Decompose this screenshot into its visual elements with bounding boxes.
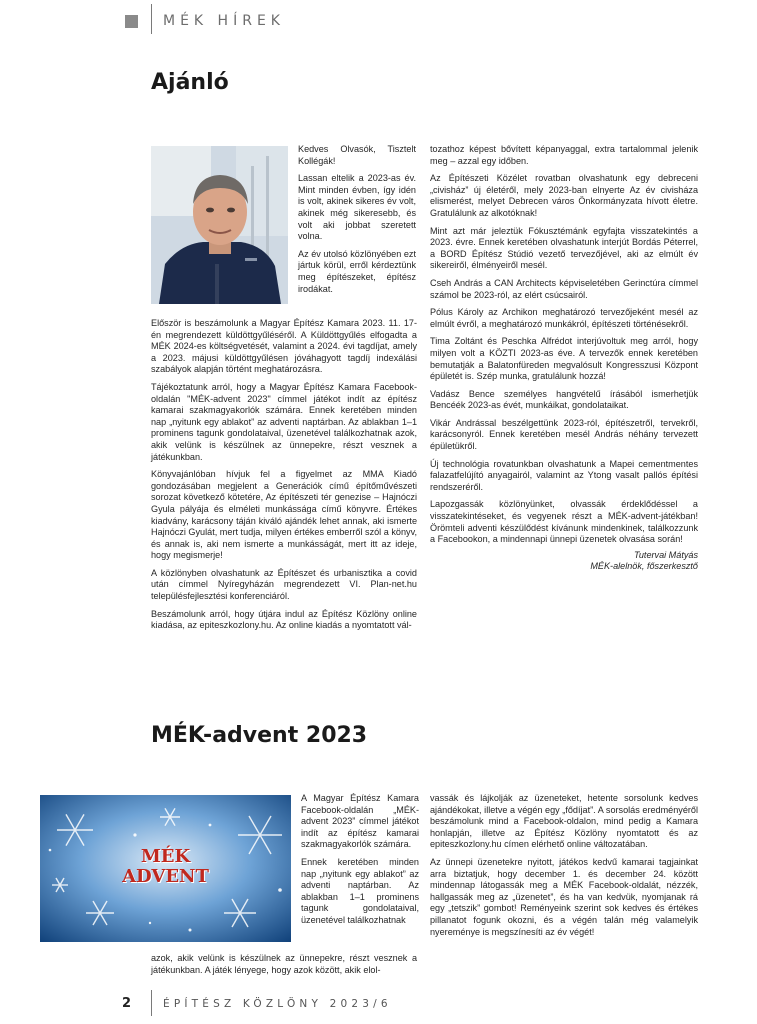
article-title-ajanlo: Ajánló [151, 70, 229, 95]
image-caption-mek: MÉK [140, 846, 191, 867]
paragraph: Új technológia rovatunkban olvashatunk a Mapei cementmentes falazatfelújító anyagairól, valamint az Ytong vasalt pallós építési rendszeréről. [430, 458, 698, 492]
paragraph: Tima Zoltánt és Peschka Alfrédot interjúvoltuk meg arról, hogy milyen volt a KÖZTI 2023-as éve. A tervezők ennek keretében bemutatják a Balatonfüreden megvalósult Kongresszusi Központ épületét is. Szép munka, gratulálunk hozzá! [430, 336, 698, 382]
intro-paragraph: Az év utolsó közlönyében ezt jártuk körül, erről kérdeztünk meg építészeket, építész irodákat. [298, 248, 416, 294]
section-label: MÉK HÍREK [163, 13, 285, 29]
mek-advent-image [40, 795, 291, 942]
article1-right-column [430, 144, 698, 573]
publication-name: ÉPÍTÉSZ KÖZLÖNY 2023/6 [163, 998, 392, 1010]
footer-divider [151, 990, 152, 1016]
paragraph: A Magyar Építész Kamara Facebook-oldalán „MÉK-advent 2023” címmel játékot indít az építész kamarai szakmagyakorlók számára. [301, 793, 419, 850]
signature-role: MÉK-alelnök, főszerkesztő [590, 561, 698, 572]
page-number: 2 [122, 996, 132, 1011]
header-square-icon [125, 15, 138, 28]
paragraph: Az Építészeti Közélet rovatban olvashatunk egy debreceni „civisház” új életéről, mely 2023-ban elnyerte Az év civisháza elismerést, melyet Debrecen város Önkormányzata hívott életre. Gratulálunk az alkotóknak! [430, 173, 698, 218]
paragraph: Lapozgassák közlönyünket, olvassák érdeklődéssel a visszatekintéseket, és vegyenek részt a MÉK-advent-játékban! Örömteli adventi készülődést kívánunk mindenkinek, találkozzunk a Facebookon, a mindennapi ünnepi üzenetek olvasása során! [430, 499, 698, 545]
article1-left-column [151, 318, 417, 638]
paragraph: Ennek keretében minden nap „nyitunk egy ablakot” az adventi naptárban. Az ablakban 1–1 prominens tagunk gondolataival, üzenetével találkozhatnak [301, 856, 419, 925]
article2-beside-image [301, 793, 419, 933]
paragraph: vassák és lájkolják az üzeneteket, hetente sorsolunk kedves ajándékokat, illetve a végén egy „fődíjat”. A sorsolás eredményéről beszámolunk mind a Facebook-oldalon, mind pedig a Kamara honlapján, illetve az Építész Közlöny nyomtatott és az epiteszkozlony.hu címen elérhető online változatában. [430, 793, 698, 850]
paragraph: Vadász Bence személyes hangvételű írásából ismerhetjük Bencéék 2023-as évét, munkáikat, gondolataikat. [430, 388, 698, 411]
image-caption-advent: ADVENT [122, 866, 209, 887]
signature [430, 550, 698, 573]
paragraph: Az ünnepi üzenetekre nyitott, játékos kedvű kamarai tagjainkat arra biztatjuk, hogy december 1. és december 24. között mindennap látogassák meg a MÉK Facebook-oldalát, nézzék, hallgassák meg az „üzenetet”, és ha van kedvük, nyomjanak rá egy „tetszik” gombot! Reményeink szerint sok kedves és értékes pillanatot fogunk okozni, és a végén talán még valamelyik nyereménye is megszínesíti az év végét! [430, 856, 698, 937]
header-divider [151, 4, 152, 34]
paragraph: Cseh András a CAN Architects képviseletében Gerinctúra címmel számol be 2023-ról, az elért csúcsairól. [430, 277, 698, 300]
paragraph: Először is beszámolunk a Magyar Építész Kamara 2023. 11. 17-én megrendezett küldöttgyűléséről. A Küldöttgyűlés elfogadta a MÉK 2024-es költségvetését, valamint a 2024. évi tagdíjat, amely a 2023. májusi küldöttgyűlésen jóváhagyott tagdíj indexálási szabályok alapján történt meghatározásra. [151, 318, 417, 375]
article2-below-image [151, 953, 417, 982]
author-portrait-image [151, 146, 288, 304]
paragraph: Beszámolunk arról, hogy útjára indul az Építész Közlöny online kiadása, az epiteszkozlony.hu. Az online kiadás a nyomtatott vál- [151, 608, 417, 631]
intro-text [298, 144, 416, 301]
intro-paragraph: Lassan eltelik a 2023-as év. Mint minden évben, így idén is volt, akinek sikeres év volt, akinek még sikeresebb, és volt aki jobbat szeretett volna. [298, 173, 416, 242]
paragraph: azok, akik velünk is készülnek az ünnepekre, részt vesznek a játékunkban. A játék lényege, hogy azok között, akik elol- [151, 953, 417, 975]
paragraph: Könyvajánlóban hívjuk fel a figyelmet az MMA Kiadó gondozásában megjelent a Generációk című építőművészeti sorozat következő kötetére, Az építészeti tér genezise – Hajnóczi Gyula pályája és elméleti munkássága című könyvre. Értékes kiadvány, karácsony táján kiváló ajándék lehet annak, aki ismerte Hajnóczi Gyulát, mert tudja, milyen értékes emberről szól a könyv, és annak is, aki nem ismerte a munkásságát, mert itt az ideje, hogy megismerje! [151, 469, 417, 561]
paragraph: Mint azt már jeleztük Fókusztémánk egyfajta visszatekintés a 2023. évre. Ennek keretében olvashatunk interjút Bordás Péterrel, a BORD Építész Stúdió vezető tervezőjével, aki az elmúlt év sikereiről, élményeiről mesél. [430, 225, 698, 271]
paragraph: Pólus Károly az Archikon meghatározó tervezőjeként mesél az elmúlt évről, a meghatározó munkákról, építészeti történésekről. [430, 307, 698, 329]
paragraph: tozathoz képest bővített képanyaggal, extra tartalommal jelenik meg – azzal egy időben. [430, 144, 698, 166]
intro-greeting: Kedves Olvasók, Tisztelt Kollégák! [298, 144, 416, 166]
signature-name: Tutervai Mátyás [633, 549, 698, 560]
paragraph: A közlönyben olvashatunk az Építészet és urbanisztika a covid után címmel Nyíregyházán megrendezett VI. Plan-net.hu településfejlesztési konferenciáról. [151, 567, 417, 602]
paragraph: Vikár Andrással beszélgettünk 2023-ról, építészetről, tervekről, karácsonyról. Ennek keretében mesél András néhány tervezett épületükről. [430, 417, 698, 452]
article2-right-column [430, 793, 698, 944]
paragraph: Tájékoztatunk arról, hogy a Magyar Építész Kamara Facebook-oldalán "MÉK-advent 2023" címmel játékot indít az építész kamarai szakmagyakorlók számára. Ennek keretében minden nap „nyitunk egy ablakot” az adventi naptárban. Az ablakban 1–1 prominens tagunk gondolataival, üzenetével találkozhatnak azok, akik velünk is készülnek az ünnepekre, részt vesznek a játékunkban. [151, 381, 417, 462]
article-title-mek-advent: MÉK-advent 2023 [151, 723, 368, 748]
